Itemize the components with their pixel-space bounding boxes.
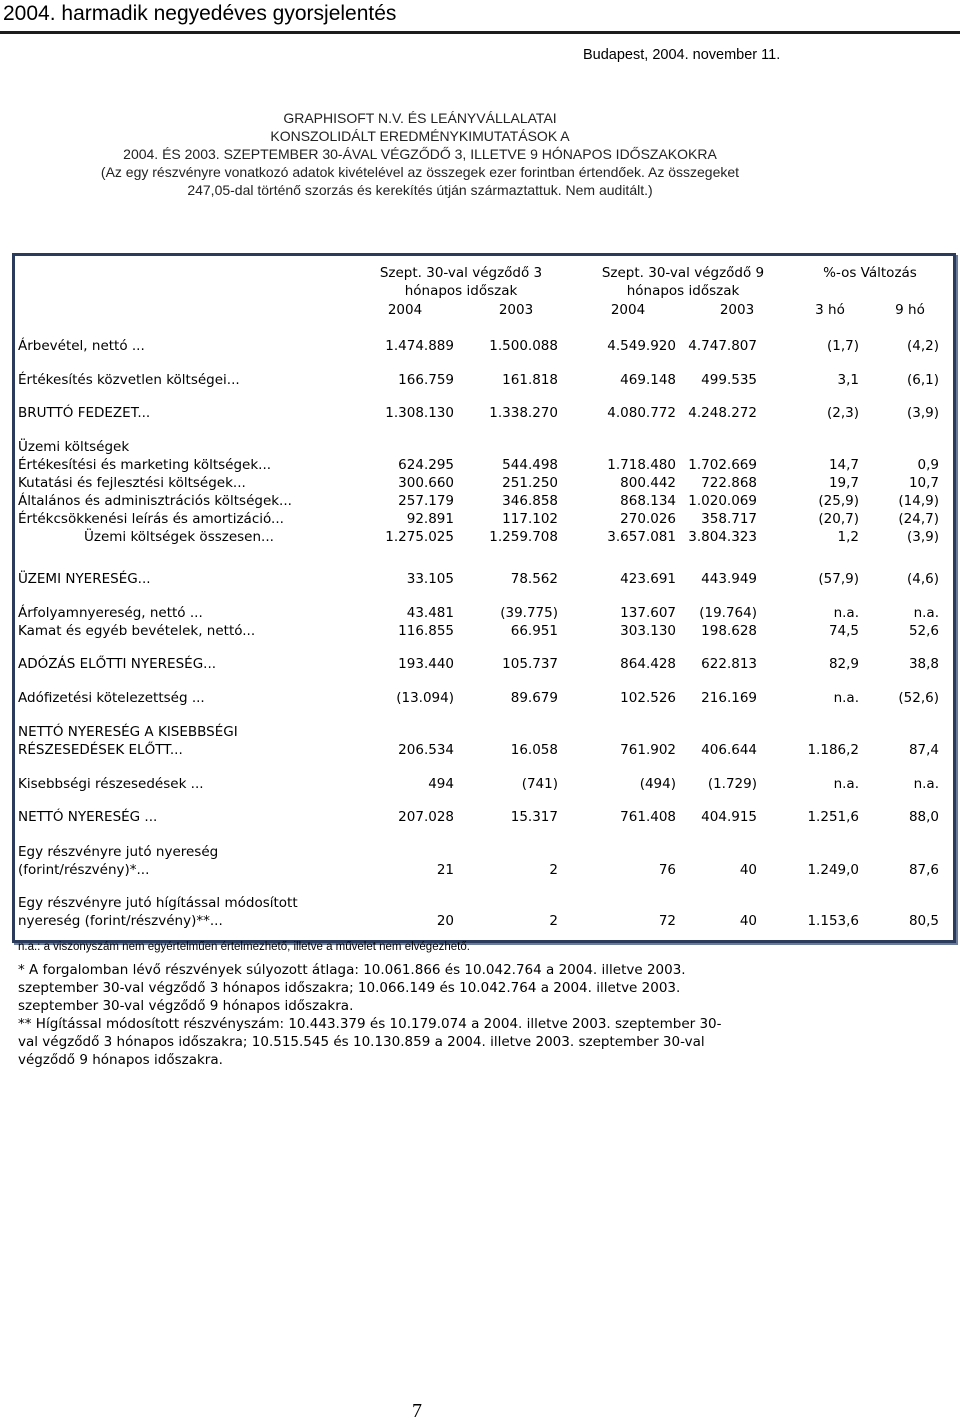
change-9m: 52,6 bbox=[908, 623, 939, 639]
value-2004-3m: 257.179 bbox=[398, 493, 454, 509]
change-9m: (4,6) bbox=[906, 571, 939, 587]
value-2003-9m: 358.717 bbox=[701, 511, 757, 527]
change-9m: (6,1) bbox=[906, 372, 939, 388]
value-2003-3m: (741) bbox=[521, 776, 558, 792]
value-2003-3m: 15.317 bbox=[510, 809, 558, 825]
value-2003-3m: 1.259.708 bbox=[489, 529, 558, 545]
value-2003-3m: 117.102 bbox=[502, 511, 558, 527]
change-9m: n.a. bbox=[913, 605, 939, 621]
change-3m: 1.153,6 bbox=[807, 913, 859, 929]
row-label: Kamat és egyéb bevételek, nettó... bbox=[18, 623, 256, 639]
value-2003-9m: 40 bbox=[739, 913, 757, 929]
row-label: Kutatási és fejlesztési költségek... bbox=[18, 475, 246, 491]
share-footnotes bbox=[18, 961, 722, 1069]
value-2003-3m: 66.951 bbox=[510, 623, 558, 639]
value-2004-3m: 21 bbox=[436, 862, 454, 878]
title-divider bbox=[0, 31, 960, 34]
value-2003-3m: 544.498 bbox=[502, 457, 558, 473]
value-2004-3m: 43.481 bbox=[406, 605, 454, 621]
statement-heading bbox=[0, 109, 840, 199]
value-2004-9m: 423.691 bbox=[620, 571, 676, 587]
row-label: nyereség (forint/részvény)**... bbox=[18, 913, 223, 929]
value-2003-9m: (19.764) bbox=[699, 605, 757, 621]
footnote-line: végződő 9 hónapos időszakra. bbox=[18, 1052, 223, 1068]
change-9m: (3,9) bbox=[906, 529, 939, 545]
heading-line: (Az egy részvényre vonatkozó adatok kivételével az összegek ezer forintban értendőek. Az összegeket bbox=[100, 164, 740, 180]
value-2003-9m: 404.915 bbox=[701, 809, 757, 825]
row-label: ÜZEMI NYERESÉG... bbox=[18, 571, 151, 587]
value-2004-3m: 20 bbox=[436, 913, 454, 929]
change-3m: 74,5 bbox=[828, 623, 859, 639]
header-9-months: 9 hó bbox=[895, 302, 925, 318]
change-9m: 87,4 bbox=[908, 742, 939, 758]
value-2004-3m: 206.534 bbox=[398, 742, 454, 758]
change-3m: 1,2 bbox=[837, 529, 859, 545]
row-label: Árfolyamnyereség, nettó ... bbox=[18, 605, 203, 621]
row-label: (forint/részvény)*... bbox=[18, 862, 150, 878]
value-2003-3m: 1.500.088 bbox=[489, 338, 558, 354]
value-2003-9m: 4.248.272 bbox=[688, 405, 757, 421]
value-2003-3m: 78.562 bbox=[510, 571, 558, 587]
change-3m: (1,7) bbox=[826, 338, 859, 354]
heading-line: KONSZOLIDÁLT EREDMÉNYKIMUTATÁSOK A bbox=[270, 128, 570, 144]
value-2003-3m: (39.775) bbox=[500, 605, 558, 621]
header-group-3-months-line1: Szept. 30-val végződő 3 bbox=[379, 265, 543, 281]
value-2003-9m: 216.169 bbox=[701, 690, 757, 706]
value-2003-9m: 1.702.669 bbox=[688, 457, 757, 473]
row-label: BRUTTÓ FEDEZET... bbox=[18, 405, 151, 421]
row-label: Üzemi költségek összesen... bbox=[84, 529, 274, 545]
change-3m: (57,9) bbox=[818, 571, 859, 587]
document-title: 2004. harmadik negyedéves gyorsjelentés bbox=[3, 2, 397, 25]
row-label: Árbevétel, nettó ... bbox=[18, 338, 145, 354]
value-2003-9m: 40 bbox=[739, 862, 757, 878]
heading-line: 247,05-dal történő szorzás és kerekítés útján származtattuk. Nem auditált.) bbox=[187, 182, 653, 198]
value-2004-3m: 300.660 bbox=[398, 475, 454, 491]
change-9m: (3,9) bbox=[906, 405, 939, 421]
row-label: Értékesítési és marketing költségek... bbox=[18, 457, 272, 473]
value-2003-9m: 622.813 bbox=[701, 656, 757, 672]
change-3m: n.a. bbox=[833, 776, 859, 792]
value-2004-3m: 1.275.025 bbox=[385, 529, 454, 545]
row-label: NETTÓ NYERESÉG ... bbox=[18, 809, 158, 825]
value-2003-9m: 198.628 bbox=[701, 623, 757, 639]
footnote-line: * A forgalomban lévő részvények súlyozott átlaga: 10.061.866 és 10.042.764 a 2004. illetve 2003. bbox=[18, 962, 686, 978]
value-2004-3m: 1.308.130 bbox=[385, 405, 454, 421]
value-2004-3m: 92.891 bbox=[406, 511, 454, 527]
value-2004-3m: 193.440 bbox=[398, 656, 454, 672]
change-9m: (4,2) bbox=[906, 338, 939, 354]
row-label: ADÓZÁS ELŐTTI NYERESÉG... bbox=[18, 656, 217, 672]
footnote-line: szeptember 30-val végződő 3 hónapos időszakra; 10.066.149 és 10.042.764 a 2004. illetve 2003. bbox=[18, 980, 681, 996]
value-2004-9m: 137.607 bbox=[620, 605, 676, 621]
header-3-months: 3 hó bbox=[815, 302, 845, 318]
value-2003-3m: 161.818 bbox=[502, 372, 558, 388]
row-label: Kisebbségi részesedések ... bbox=[18, 776, 204, 792]
value-2004-9m: 1.718.480 bbox=[607, 457, 676, 473]
change-9m: (24,7) bbox=[898, 511, 939, 527]
value-2003-9m: 1.020.069 bbox=[688, 493, 757, 509]
value-2004-9m: 102.526 bbox=[620, 690, 676, 706]
change-3m: (2,3) bbox=[826, 405, 859, 421]
value-2004-9m: 270.026 bbox=[620, 511, 676, 527]
value-2003-9m: 722.868 bbox=[701, 475, 757, 491]
value-2004-3m: 624.295 bbox=[398, 457, 454, 473]
value-2004-9m: 761.902 bbox=[620, 742, 676, 758]
row-label: NETTÓ NYERESÉG A KISEBBSÉGI bbox=[18, 724, 238, 740]
value-2004-3m: (13.094) bbox=[396, 690, 454, 706]
header-group-9-months bbox=[578, 264, 788, 300]
value-2004-9m: 72 bbox=[658, 913, 676, 929]
change-3m: (25,9) bbox=[818, 493, 859, 509]
income-statement-table-frame bbox=[12, 253, 956, 943]
value-2003-3m: 346.858 bbox=[502, 493, 558, 509]
change-3m: 1.186,2 bbox=[807, 742, 859, 758]
value-2004-9m: 3.657.081 bbox=[607, 529, 676, 545]
change-3m: 14,7 bbox=[828, 457, 859, 473]
page-number: 7 bbox=[412, 1400, 422, 1422]
na-footnote: n.a.: a viszonyszám nem egyértelműen értelmezhető, illetve a művelet nem elvégezhető. bbox=[18, 941, 470, 953]
value-2003-3m: 2 bbox=[549, 862, 558, 878]
value-2004-3m: 166.759 bbox=[398, 372, 454, 388]
row-label: Egy részvényre jutó nyereség bbox=[18, 844, 219, 860]
value-2004-9m: 4.080.772 bbox=[607, 405, 676, 421]
value-2004-9m: 303.130 bbox=[620, 623, 676, 639]
change-3m: n.a. bbox=[833, 690, 859, 706]
change-3m: n.a. bbox=[833, 605, 859, 621]
change-9m: (14,9) bbox=[898, 493, 939, 509]
value-2003-3m: 89.679 bbox=[510, 690, 558, 706]
value-2003-9m: 443.949 bbox=[701, 571, 757, 587]
change-3m: 19,7 bbox=[828, 475, 859, 491]
row-label: RÉSZESEDÉSEK ELŐTT... bbox=[18, 742, 183, 758]
value-2004-9m: 868.134 bbox=[620, 493, 676, 509]
header-year-2004-3m: 2004 bbox=[387, 302, 423, 318]
change-9m: 87,6 bbox=[908, 862, 939, 878]
value-2003-9m: 499.535 bbox=[701, 372, 757, 388]
change-9m: (52,6) bbox=[898, 690, 939, 706]
value-2004-9m: 469.148 bbox=[620, 372, 676, 388]
row-label: Értékcsökkenési leírás és amortizáció... bbox=[18, 511, 284, 527]
value-2004-3m: 207.028 bbox=[398, 809, 454, 825]
change-3m: 3,1 bbox=[837, 372, 859, 388]
footnote-line: ** Hígítással módosított részvényszám: 10.443.379 és 10.179.074 a 2004. illetve 2003. szeptember 30- bbox=[18, 1016, 722, 1032]
value-2004-9m: 76 bbox=[658, 862, 676, 878]
value-2004-9m: 864.428 bbox=[620, 656, 676, 672]
value-2004-9m: (494) bbox=[639, 776, 676, 792]
value-2003-3m: 251.250 bbox=[502, 475, 558, 491]
value-2003-3m: 2 bbox=[549, 913, 558, 929]
header-group-9-months-line2: hónapos időszak bbox=[626, 283, 740, 299]
value-2003-3m: 105.737 bbox=[502, 656, 558, 672]
change-9m: 80,5 bbox=[908, 913, 939, 929]
row-label: Egy részvényre jutó hígítással módosított bbox=[18, 895, 298, 911]
value-2004-3m: 494 bbox=[428, 776, 454, 792]
header-year-2003-9m: 2003 bbox=[719, 302, 755, 318]
change-9m: n.a. bbox=[913, 776, 939, 792]
change-9m: 10,7 bbox=[908, 475, 939, 491]
header-group-3-months-line2: hónapos időszak bbox=[404, 283, 518, 299]
change-9m: 38,8 bbox=[908, 656, 939, 672]
date-line: Budapest, 2004. november 11. bbox=[583, 47, 781, 63]
value-2003-9m: (1.729) bbox=[707, 776, 757, 792]
header-group-9-months-line1: Szept. 30-val végződő 9 bbox=[601, 265, 765, 281]
footnote-line: val végződő 3 hónapos időszakra; 10.515.545 és 10.130.859 a 2004. illetve 2003. szeptember 30-val bbox=[18, 1034, 705, 1050]
value-2004-9m: 4.549.920 bbox=[607, 338, 676, 354]
heading-line: 2004. ÉS 2003. SZEPTEMBER 30-ÁVAL VÉGZŐDŐ 3, ILLETVE 9 HÓNAPOS IDŐSZAKOKRA bbox=[123, 146, 717, 162]
row-label: Általános és adminisztrációs költségek... bbox=[18, 493, 292, 509]
change-3m: (20,7) bbox=[818, 511, 859, 527]
heading-line: GRAPHISOFT N.V. ÉS LEÁNYVÁLLALATAI bbox=[283, 110, 557, 126]
row-label: Adófizetési kötelezettség ... bbox=[18, 690, 205, 706]
value-2004-3m: 1.474.889 bbox=[385, 338, 454, 354]
header-group-change: %-os Változás bbox=[823, 265, 917, 281]
value-2004-3m: 116.855 bbox=[398, 623, 454, 639]
value-2004-9m: 761.408 bbox=[620, 809, 676, 825]
row-label: Üzemi költségek bbox=[18, 439, 130, 455]
change-3m: 82,9 bbox=[828, 656, 859, 672]
value-2003-3m: 1.338.270 bbox=[489, 405, 558, 421]
value-2003-9m: 4.747.807 bbox=[688, 338, 757, 354]
header-year-2003-3m: 2003 bbox=[498, 302, 534, 318]
value-2003-3m: 16.058 bbox=[510, 742, 558, 758]
header-group-3-months bbox=[356, 264, 566, 300]
row-label: Értékesítés közvetlen költségei... bbox=[18, 372, 240, 388]
header-year-2004-9m: 2004 bbox=[610, 302, 646, 318]
footnote-line: szeptember 30-val végződő 9 hónapos időszakra. bbox=[18, 998, 354, 1014]
change-3m: 1.249,0 bbox=[807, 862, 859, 878]
value-2003-9m: 406.644 bbox=[701, 742, 757, 758]
value-2003-9m: 3.804.323 bbox=[688, 529, 757, 545]
change-9m: 88,0 bbox=[908, 809, 939, 825]
change-3m: 1.251,6 bbox=[807, 809, 859, 825]
change-9m: 0,9 bbox=[917, 457, 939, 473]
value-2004-3m: 33.105 bbox=[406, 571, 454, 587]
value-2004-9m: 800.442 bbox=[620, 475, 676, 491]
